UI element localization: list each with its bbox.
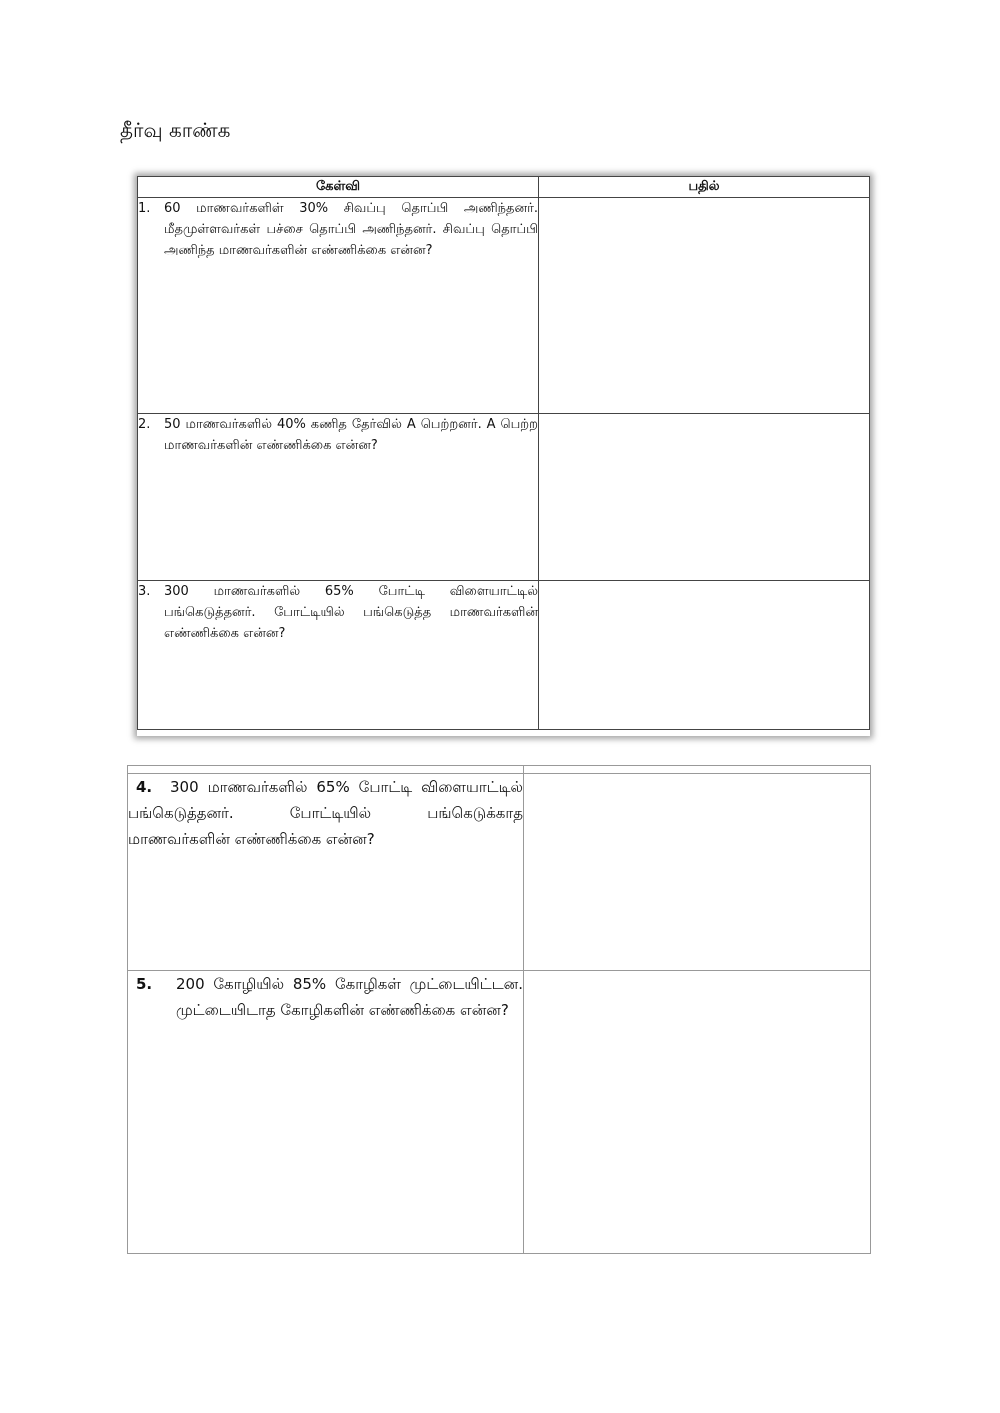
table-header-row [138, 177, 870, 198]
question-cell [138, 414, 539, 581]
question-number: 3. [138, 584, 151, 599]
table-1 [137, 176, 870, 730]
question-text: 60 மாணவர்களிள் 30% சிவப்பு தொப்பி அணிந்தனர். மீதமுள்ளவர்கள் பச்சை தொப்பி அணிந்தனர். சிவப்பு தொப்பி அணிந்த மாணவர்களின் எண்ணிக்கை என்ன? [164, 201, 538, 258]
answer-cell[interactable] [524, 971, 871, 1254]
answer-cell[interactable] [524, 774, 871, 971]
answer-cell[interactable] [539, 414, 870, 581]
answer-cell[interactable] [539, 198, 870, 414]
table-row [138, 581, 870, 730]
table-row [128, 971, 871, 1254]
question-number: 2. [138, 417, 151, 432]
question-text: 200 கோழியில் 85% கோழிகள் முட்டையிட்டன. முட்டையிடாத கோழிகளின் எண்ணிக்கை என்ன? [176, 975, 523, 1019]
question-number: 4. [136, 778, 153, 796]
question-table-1 [137, 176, 870, 736]
table-2 [127, 765, 871, 1254]
stub-cell [128, 766, 524, 774]
question-number: 1. [138, 201, 151, 216]
stub-cell [524, 766, 871, 774]
table-row [138, 414, 870, 581]
table-top-edge [128, 766, 871, 774]
question-cell [138, 581, 539, 730]
question-text: 300 மாணவர்களில் 65% போட்டி விளையாட்டில் பங்கெடுத்தனர். போட்டியில் பங்கெடுத்த மாணவர்களின் எண்ணிக்கை என்ன? [164, 584, 538, 641]
page-title: தீர்வு காண்க [120, 118, 231, 142]
question-text: 300 மாணவர்களில் 65% போட்டி விளையாட்டில் பங்கெடுத்தனர். போட்டியில் பங்கெடுக்காத மாணவர்களின் எண்ணிக்கை என்ன? [128, 778, 523, 848]
header-answer: பதில் [539, 177, 870, 198]
question-cell [138, 198, 539, 414]
table-row [138, 198, 870, 414]
question-cell [128, 971, 524, 1254]
question-number: 5. [136, 975, 153, 993]
header-question: கேள்வி [138, 177, 539, 198]
question-table-2 [127, 765, 871, 1254]
question-text: 50 மாணவர்களில் 40% கணித தேர்வில் A பெற்றனர். A பெற்ற மாணவர்களின் எண்ணிக்கை என்ன? [164, 417, 538, 453]
question-cell [128, 774, 524, 971]
table-row [128, 774, 871, 971]
answer-cell[interactable] [539, 581, 870, 730]
